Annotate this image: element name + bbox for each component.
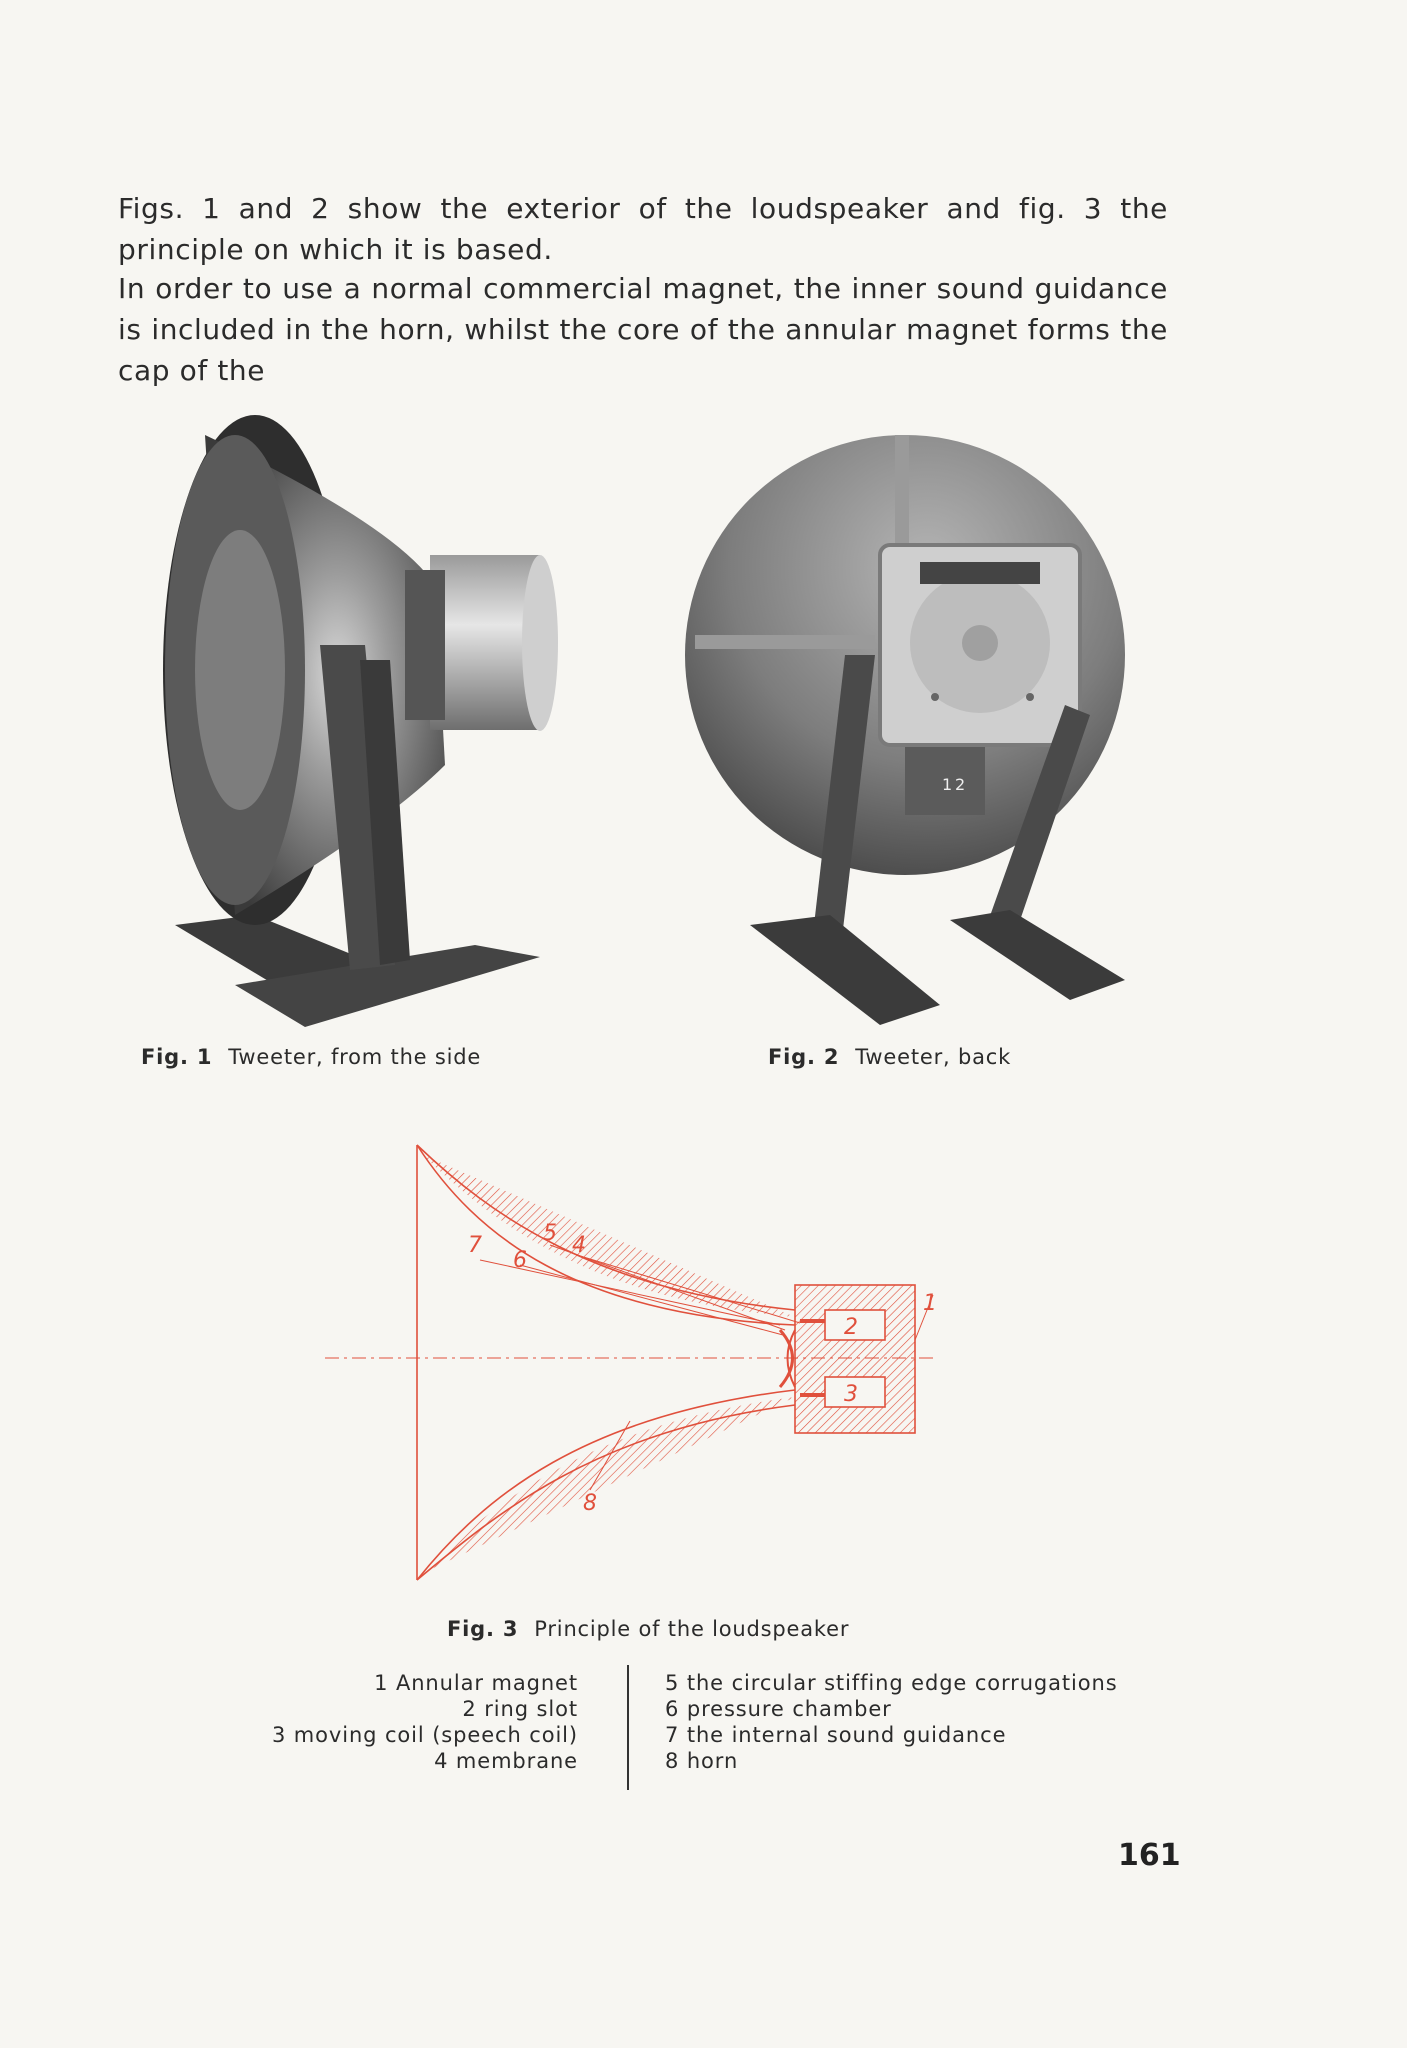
fig3-loudspeaker-principle-diagram	[325, 1125, 955, 1595]
terminal-number-2: 2	[955, 775, 966, 794]
legend-item: 1 Annular magnet	[374, 1671, 578, 1695]
diagram-label-2: 2	[844, 1315, 858, 1340]
terminal-number-1: 1	[942, 775, 953, 794]
diagram-label-3: 3	[844, 1382, 858, 1407]
fig2-tweeter-back-photo	[680, 415, 1130, 1035]
diagram-label-8: 8	[583, 1491, 597, 1516]
page-number: 161	[1118, 1838, 1181, 1873]
legend-item: 5 the circular stiffing edge corrugations	[665, 1671, 1118, 1695]
fig3-caption-text: Principle of the loudspeaker	[534, 1617, 850, 1641]
fig1-tweeter-side-photo	[145, 405, 565, 1030]
fig2-caption-text: Tweeter, back	[855, 1045, 1012, 1069]
fig1-caption	[141, 1045, 481, 1069]
legend-right-column	[665, 1670, 1118, 1774]
fig2-caption	[768, 1045, 1011, 1069]
fig1-label: Fig. 1	[141, 1045, 213, 1069]
body-paragraph-2: In order to use a normal commercial magnet, the inner sound guidance is included in the horn, whilst the core of the annular magnet forms the cap of the	[118, 272, 1168, 387]
diagram-label-5: 5	[543, 1221, 557, 1246]
diagram-label-4: 4	[572, 1233, 586, 1258]
fig3-label: Fig. 3	[447, 1617, 519, 1641]
legend-item: 4 membrane	[434, 1749, 578, 1773]
legend-item: 3 moving coil (speech coil)	[271, 1723, 578, 1747]
legend-item: 8 horn	[665, 1749, 739, 1773]
diagram-label-7: 7	[468, 1233, 482, 1258]
fig2-label: Fig. 2	[768, 1045, 840, 1069]
legend-divider	[627, 1665, 629, 1790]
diagram-label-6: 6	[513, 1248, 527, 1273]
legend-item: 6 pressure chamber	[665, 1697, 892, 1721]
diagram-label-1: 1	[923, 1291, 937, 1316]
body-paragraph-1: Figs. 1 and 2 show the exterior of the loudspeaker and fig. 3 the principle on which it is based.	[118, 192, 1168, 266]
fig3-caption	[447, 1617, 849, 1641]
legend-item: 7 the internal sound guidance	[665, 1723, 1007, 1747]
fig1-caption-text: Tweeter, from the side	[228, 1045, 482, 1069]
legend-left-column	[272, 1670, 578, 1774]
legend-item: 2 ring slot	[462, 1697, 578, 1721]
